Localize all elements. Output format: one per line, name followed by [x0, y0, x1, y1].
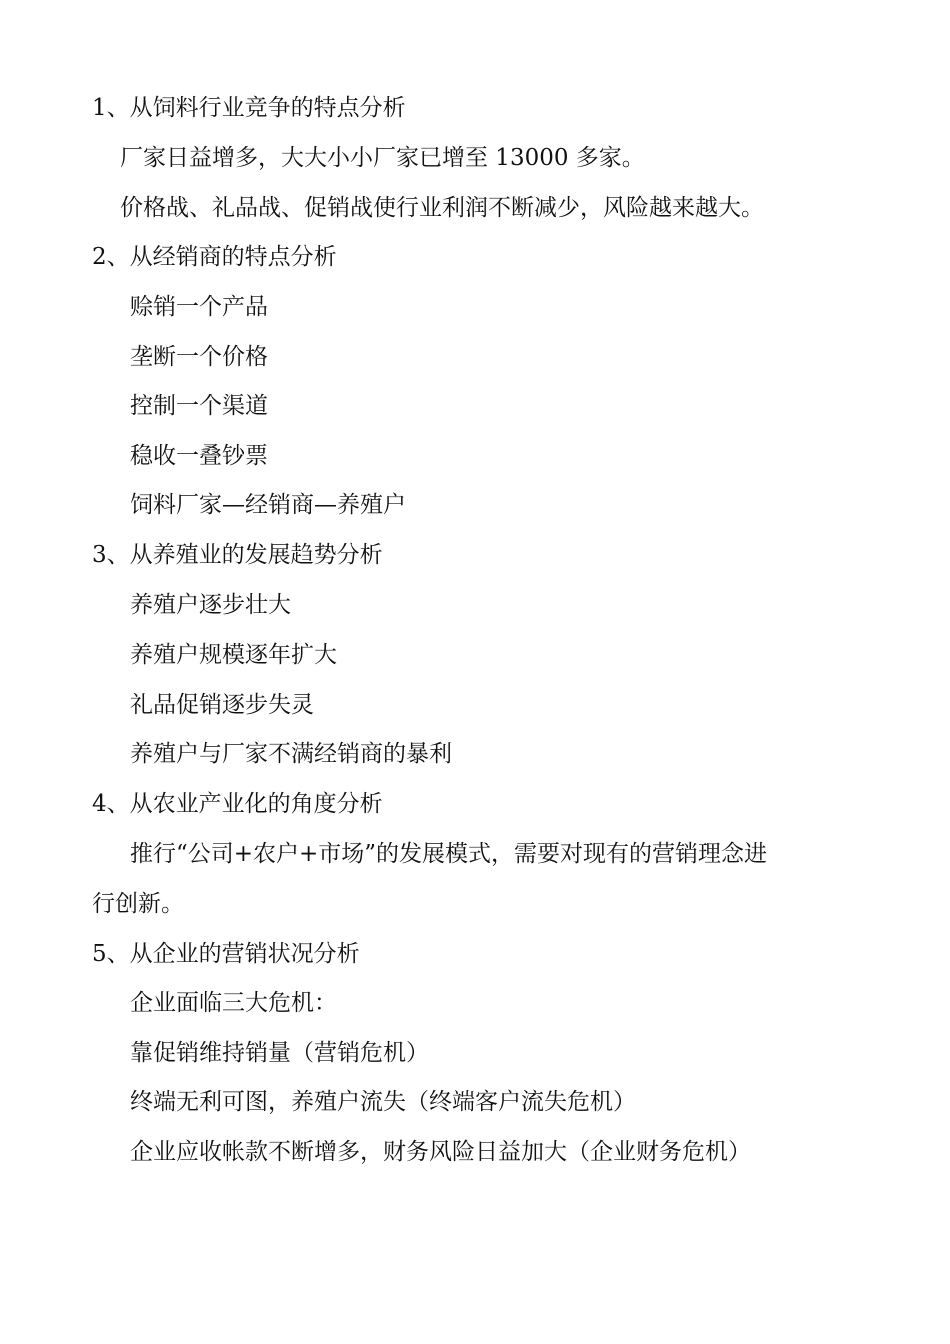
- section-3-heading: 3、从养殖业的发展趋势分析: [92, 542, 383, 568]
- section-4-paragraph-line-2: 行创新。: [92, 891, 184, 917]
- section-5-item: 终端无利可图，养殖户流失（终端客户流失危机）: [130, 1089, 636, 1115]
- section-3-item: 养殖户规模逐年扩大: [130, 642, 337, 668]
- section-2-item: 稳收一叠钞票: [130, 443, 268, 469]
- section-1-paragraph-2: 价格战、礼品战、促销战使行业利润不断减少，风险越来越大。: [120, 195, 764, 221]
- section-3-item: 养殖户与厂家不满经销商的暴利: [130, 741, 452, 767]
- section-5-heading: 5、从企业的营销状况分析: [92, 941, 360, 967]
- section-5-item: 靠促销维持销量（营销危机）: [130, 1040, 429, 1066]
- section-5-item: 企业应收帐款不断增多，财务风险日益加大（企业财务危机）: [130, 1139, 751, 1165]
- section-2-item: 垄断一个价格: [130, 344, 268, 370]
- section-5-item: 企业面临三大危机：: [130, 990, 337, 1016]
- section-1-paragraph-1: 厂家日益增多，大大小小厂家已增至 13000 多家。: [120, 145, 645, 171]
- section-3-item: 礼品促销逐步失灵: [130, 692, 314, 718]
- section-2-item: 赊销一个产品: [130, 294, 268, 320]
- section-4-paragraph-line-1: 推行“公司+农户+市场”的发展模式，需要对现有的营销理念进: [130, 841, 768, 867]
- section-4-heading: 4、从农业产业化的角度分析: [92, 791, 383, 817]
- section-2-item: 饲料厂家—经销商—养殖户: [130, 492, 406, 518]
- section-3-item: 养殖户逐步壮大: [130, 592, 291, 618]
- section-2-item: 控制一个渠道: [130, 393, 268, 419]
- section-2-heading: 2、从经销商的特点分析: [92, 244, 337, 270]
- section-1-heading: 1、从饲料行业竞争的特点分析: [92, 95, 406, 121]
